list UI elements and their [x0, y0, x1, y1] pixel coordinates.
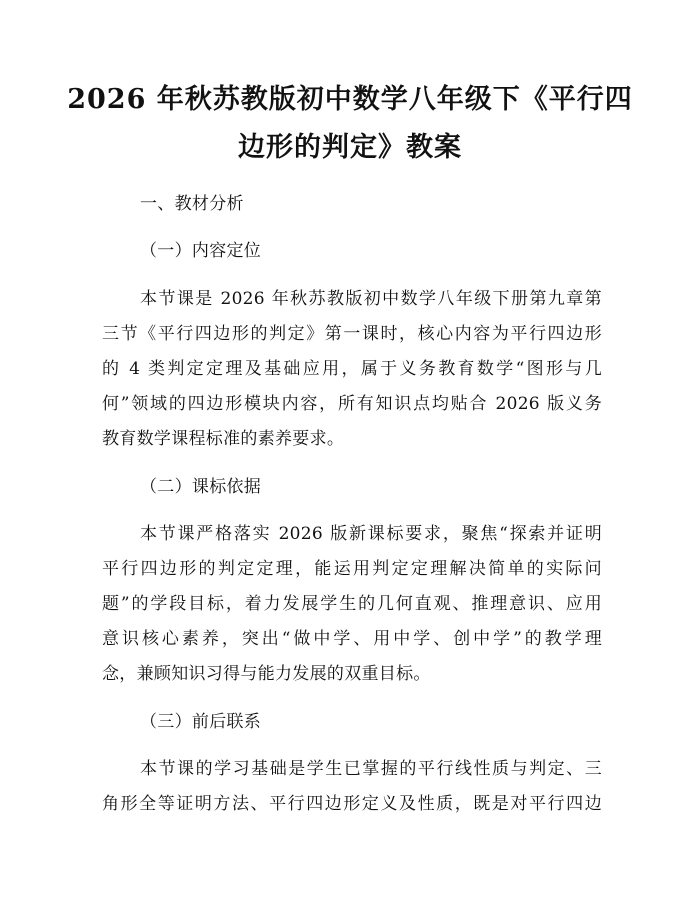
paragraph-line: 本节课是 2026 年秋苏教版初中数学八年级下册第九章第 — [140, 289, 602, 309]
paragraph-line: 何”领域的四边形模块内容，所有知识点均贴合 2026 版义务 — [102, 394, 602, 414]
document-title-line-2: 边形的判定》教案 — [238, 132, 462, 163]
paragraph-line: 意识核心素养，突出“做中学、用中学、创中学”的教学理 — [102, 629, 602, 649]
paragraph-line: 本节课的学习基础是学生已掌握的平行线性质与判定、三 — [140, 759, 602, 779]
section-heading-textbook-analysis: 一、教材分析 — [140, 194, 244, 214]
paragraph-line: 平行四边形的判定定理，能运用判定定理解决简单的实际问 — [102, 559, 602, 579]
paragraph-line: 三节《平行四边形的判定》第一课时，核心内容为平行四边形 — [102, 324, 602, 344]
paragraph-line: 角形全等证明方法、平行四边形定义及性质，既是对平行四边 — [102, 794, 602, 814]
subsection-heading-connections: （三）前后联系 — [140, 712, 262, 732]
paragraph-line: 念，兼顾知识习得与能力发展的双重目标。 — [102, 664, 431, 684]
paragraph-line: 的 4 类判定定理及基础应用，属于义务教育数学“图形与几 — [102, 359, 602, 379]
paragraph-line: 教育数学课程标准的素养要求。 — [102, 429, 345, 449]
paragraph-line: 题”的学段目标，着力发展学生的几何直观、推理意识、应用 — [102, 594, 602, 614]
document-title-line-1: 2026 年秋苏教版初中数学八年级下《平行四 — [67, 84, 633, 115]
subsection-heading-content-positioning: （一）内容定位 — [140, 241, 262, 261]
subsection-heading-curriculum-basis: （二）课标依据 — [140, 477, 262, 497]
paragraph-line: 本节课严格落实 2026 版新课标要求，聚焦“探索并证明 — [140, 524, 602, 544]
